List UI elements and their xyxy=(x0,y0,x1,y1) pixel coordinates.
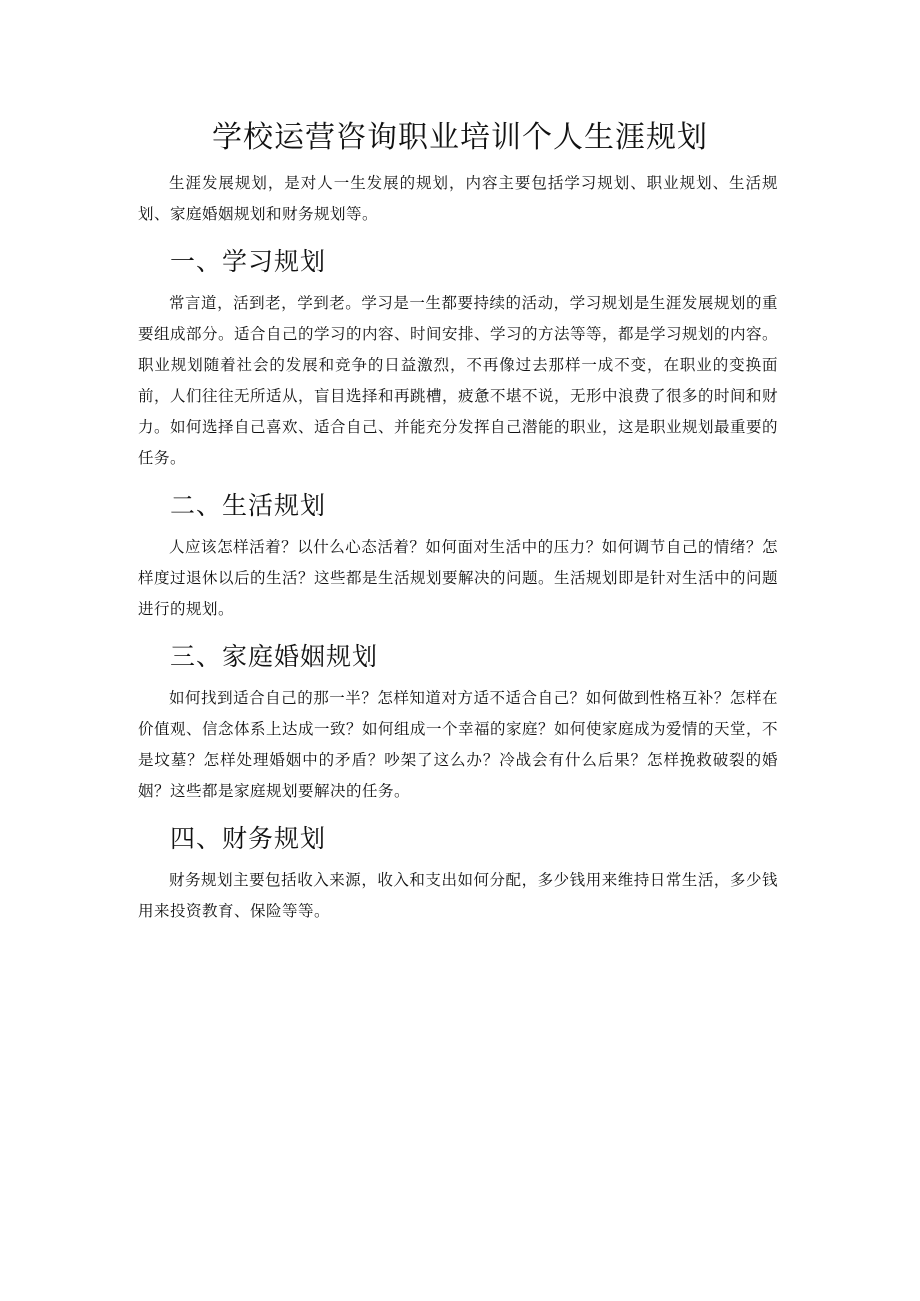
section-heading-marriage: 三、家庭婚姻规划 xyxy=(170,642,379,671)
intro-paragraph: 生涯发展规划，是对人一生发展的规划，内容主要包括学习规划、职业规划、生活规划、家庭婚姻规划和财务规划等。 xyxy=(138,174,778,223)
section-body-study: 常言道，活到老，学到老。学习是一生都要持续的活动，学习规划是生涯发展规划的重要组成部分。适合自己的学习的内容、时间安排、学习的方法等等，都是学习规划的内容。职业规划随着社会的发展和竞争的日益激烈，不再像过去那样一成不变，在职业的变换面前，人们往往无所适从，盲目选择和再跳槽，疲惫不堪不说，无形中浪费了很多的时间和财力。如何选择自己喜欢、适合自己、并能充分发挥自己潜能的职业，这是职业规划最重要的任务。 xyxy=(138,294,779,467)
section-body-finance: 财务规划主要包括收入来源，收入和支出如何分配，多少钱用来维持日常生活，多少钱用来投资教育、保险等等。 xyxy=(138,871,778,920)
section-heading-life: 二、生活规划 xyxy=(170,491,327,520)
document-body xyxy=(138,168,778,927)
section-heading-finance: 四、财务规划 xyxy=(170,824,327,853)
section-heading-study: 一、学习规划 xyxy=(170,247,327,276)
section-body-marriage: 如何找到适合自己的那一半？怎样知道对方适不适合自己？如何做到性格互补？怎样在价值观、信念体系上达成一致？如何组成一个幸福的家庭？如何使家庭成为爱情的天堂，不是坟墓？怎样处理婚姻中的矛盾？吵架了这么办？冷战会有什么后果？怎样挽救破裂的婚姻？这些都是家庭规划要解决的任务。 xyxy=(138,689,779,800)
document-title: 学校运营咨询职业培训个人生涯规划 xyxy=(212,120,708,155)
section-body-life: 人应该怎样活着？以什么心态活着？如何面对生活中的压力？如何调节自己的情绪？怎样度过退休以后的生活？这些都是生活规划要解决的问题。生活规划即是针对生活中的问题进行的规划。 xyxy=(138,538,779,618)
